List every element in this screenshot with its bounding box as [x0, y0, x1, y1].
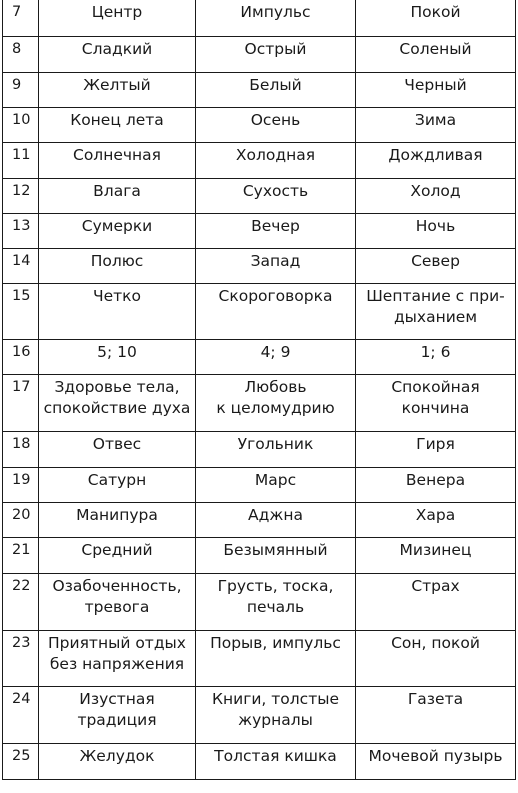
table-row — [3, 431, 516, 467]
table-cell — [39, 36, 196, 72]
table-row — [3, 142, 516, 178]
table-cell — [39, 142, 196, 178]
table-cell — [196, 374, 356, 431]
table-cell — [356, 72, 516, 107]
cell-text: Полюс — [90, 251, 144, 270]
cell-text: Манипура — [76, 505, 158, 524]
cell-text: Сладкий — [81, 39, 153, 58]
cell-text: Желтый — [83, 75, 151, 94]
table-cell — [196, 339, 356, 374]
cell-text: Север — [411, 251, 460, 270]
row-number: 20 — [3, 502, 39, 537]
table-cell — [39, 467, 196, 502]
table-row — [3, 72, 516, 107]
cell-text: Угольник — [237, 434, 314, 453]
table-cell — [356, 142, 516, 178]
cell-text: Влага — [93, 181, 141, 200]
table-cell — [356, 339, 516, 374]
cell-text: Шептание с при- дыханием — [366, 286, 505, 326]
cell-text: Сон, покой — [391, 633, 480, 652]
row-number: 21 — [3, 537, 39, 573]
cell-text: Четко — [92, 286, 142, 305]
table-row — [3, 374, 516, 431]
cell-text: Марс — [254, 470, 297, 489]
table-row — [3, 467, 516, 502]
table-cell — [356, 502, 516, 537]
row-number: 9 — [3, 72, 39, 107]
table-cell — [196, 537, 356, 573]
cell-text: Порыв, импульс — [210, 633, 341, 652]
table-cell — [196, 142, 356, 178]
table-cell — [39, 339, 196, 374]
table-cell — [356, 36, 516, 72]
table-row — [3, 36, 516, 72]
table-row — [3, 573, 516, 630]
cell-text: Запад — [250, 251, 301, 270]
row-number: 10 — [3, 107, 39, 142]
cell-text: Страх — [411, 576, 460, 595]
table-cell — [39, 431, 196, 467]
table-cell — [196, 0, 356, 36]
table-row — [3, 630, 516, 686]
table-cell — [356, 431, 516, 467]
cell-text: Газета — [407, 689, 464, 708]
cell-text: Вечер — [251, 216, 300, 235]
cell-text: Здоровье тела, спокойствие духа — [43, 377, 191, 417]
cell-text: Средний — [81, 540, 153, 559]
cell-text: Отвес — [92, 434, 142, 453]
table-cell — [196, 107, 356, 142]
row-number: 17 — [3, 374, 39, 431]
table-cell — [356, 374, 516, 431]
table-cell — [356, 686, 516, 743]
row-number: 8 — [3, 36, 39, 72]
table-cell — [39, 178, 196, 213]
table-cell — [39, 537, 196, 573]
table-row — [3, 283, 516, 339]
table-cell — [356, 537, 516, 573]
row-number: 24 — [3, 686, 39, 743]
table-row — [3, 178, 516, 213]
cell-text: Венера — [405, 470, 466, 489]
cell-text: Аджна — [248, 505, 303, 524]
table-cell — [356, 0, 516, 36]
cell-text: Зима — [414, 110, 457, 129]
table-row — [3, 339, 516, 374]
table-row — [3, 213, 516, 248]
cell-text: Грусть, тоска, печаль — [217, 576, 334, 616]
cell-text: Импульс — [240, 3, 311, 21]
cell-text: Холодная — [235, 145, 316, 164]
cell-text: Мочевой пузырь — [368, 746, 503, 765]
table-cell — [196, 686, 356, 743]
cell-text: Толстая кишка — [214, 746, 337, 765]
cell-text: 1; 6 — [420, 342, 451, 361]
table-cell — [39, 502, 196, 537]
cell-text: Сумерки — [81, 216, 153, 235]
table-row — [3, 0, 516, 36]
row-number: 18 — [3, 431, 39, 467]
table-row — [3, 743, 516, 779]
table-cell — [356, 248, 516, 283]
row-number: 12 — [3, 178, 39, 213]
cell-text: Любовь к целомудрию — [216, 377, 335, 417]
table-row — [3, 537, 516, 573]
table-cell — [356, 467, 516, 502]
cell-text: Соленый — [399, 39, 472, 58]
row-number: 15 — [3, 283, 39, 339]
cell-text: 4; 9 — [260, 342, 291, 361]
table-cell — [196, 283, 356, 339]
cell-text: Осень — [250, 110, 301, 129]
table-cell — [39, 107, 196, 142]
table-cell — [39, 630, 196, 686]
table-cell — [196, 431, 356, 467]
table-cell — [356, 630, 516, 686]
table-cell — [356, 213, 516, 248]
table-cell — [196, 213, 356, 248]
table-cell — [39, 283, 196, 339]
table-cell — [39, 743, 196, 779]
row-number: 23 — [3, 630, 39, 686]
table-cell — [196, 743, 356, 779]
row-number: 14 — [3, 248, 39, 283]
table-cell — [39, 0, 196, 36]
cell-text: Изустная традиция — [77, 689, 157, 729]
cell-text: Приятный отдых без напряжения — [48, 633, 186, 673]
table-cell — [39, 248, 196, 283]
cell-text: Желудок — [79, 746, 155, 765]
cell-text: Конец лета — [70, 110, 164, 129]
cell-text: Безымянный — [223, 540, 328, 559]
cell-text: Книги, толстые журналы — [211, 689, 340, 729]
table-cell — [356, 178, 516, 213]
row-number: 13 — [3, 213, 39, 248]
table-cell — [39, 686, 196, 743]
cell-text: Холод — [410, 181, 461, 200]
cell-text: Солнечная — [73, 145, 161, 164]
cell-text: Ночь — [415, 216, 456, 235]
cell-text: Сухость — [242, 181, 309, 200]
row-number: 11 — [3, 142, 39, 178]
cell-text: Центр — [91, 3, 143, 21]
cell-text: Черный — [404, 75, 467, 94]
table-row — [3, 248, 516, 283]
table-cell — [356, 107, 516, 142]
table-row — [3, 686, 516, 743]
table-cell — [196, 72, 356, 107]
table-cell — [196, 573, 356, 630]
table-cell — [196, 178, 356, 213]
table-cell — [356, 283, 516, 339]
cell-text: Дождливая — [388, 145, 483, 164]
table-cell — [196, 36, 356, 72]
cell-text: Острый — [244, 39, 307, 58]
table-row — [3, 107, 516, 142]
table-cell — [196, 502, 356, 537]
table-cell — [196, 248, 356, 283]
cell-text: Покой — [410, 3, 461, 21]
cell-text: Мизинец — [399, 540, 472, 559]
cell-text: Хара — [415, 505, 456, 524]
table-cell — [39, 374, 196, 431]
table-cell — [196, 467, 356, 502]
cell-text: Гиря — [416, 434, 455, 453]
cell-text: Белый — [249, 75, 302, 94]
row-number: 7 — [3, 0, 39, 36]
table-cell — [356, 573, 516, 630]
cell-text: Скороговорка — [218, 286, 333, 305]
cell-text: 5; 10 — [97, 342, 137, 361]
table-cell — [356, 743, 516, 779]
table-row — [3, 502, 516, 537]
row-number: 25 — [3, 743, 39, 779]
cell-text: Спокойная кончина — [391, 377, 480, 417]
table-cell — [39, 72, 196, 107]
correspondence-table — [2, 0, 516, 780]
row-number: 19 — [3, 467, 39, 502]
cell-text: Сатурн — [87, 470, 147, 489]
cell-text: Озабоченность, тревога — [52, 576, 182, 616]
table-cell — [39, 573, 196, 630]
row-number: 22 — [3, 573, 39, 630]
table-cell — [39, 213, 196, 248]
table-body — [3, 0, 516, 779]
row-number: 16 — [3, 339, 39, 374]
table-cell — [196, 630, 356, 686]
